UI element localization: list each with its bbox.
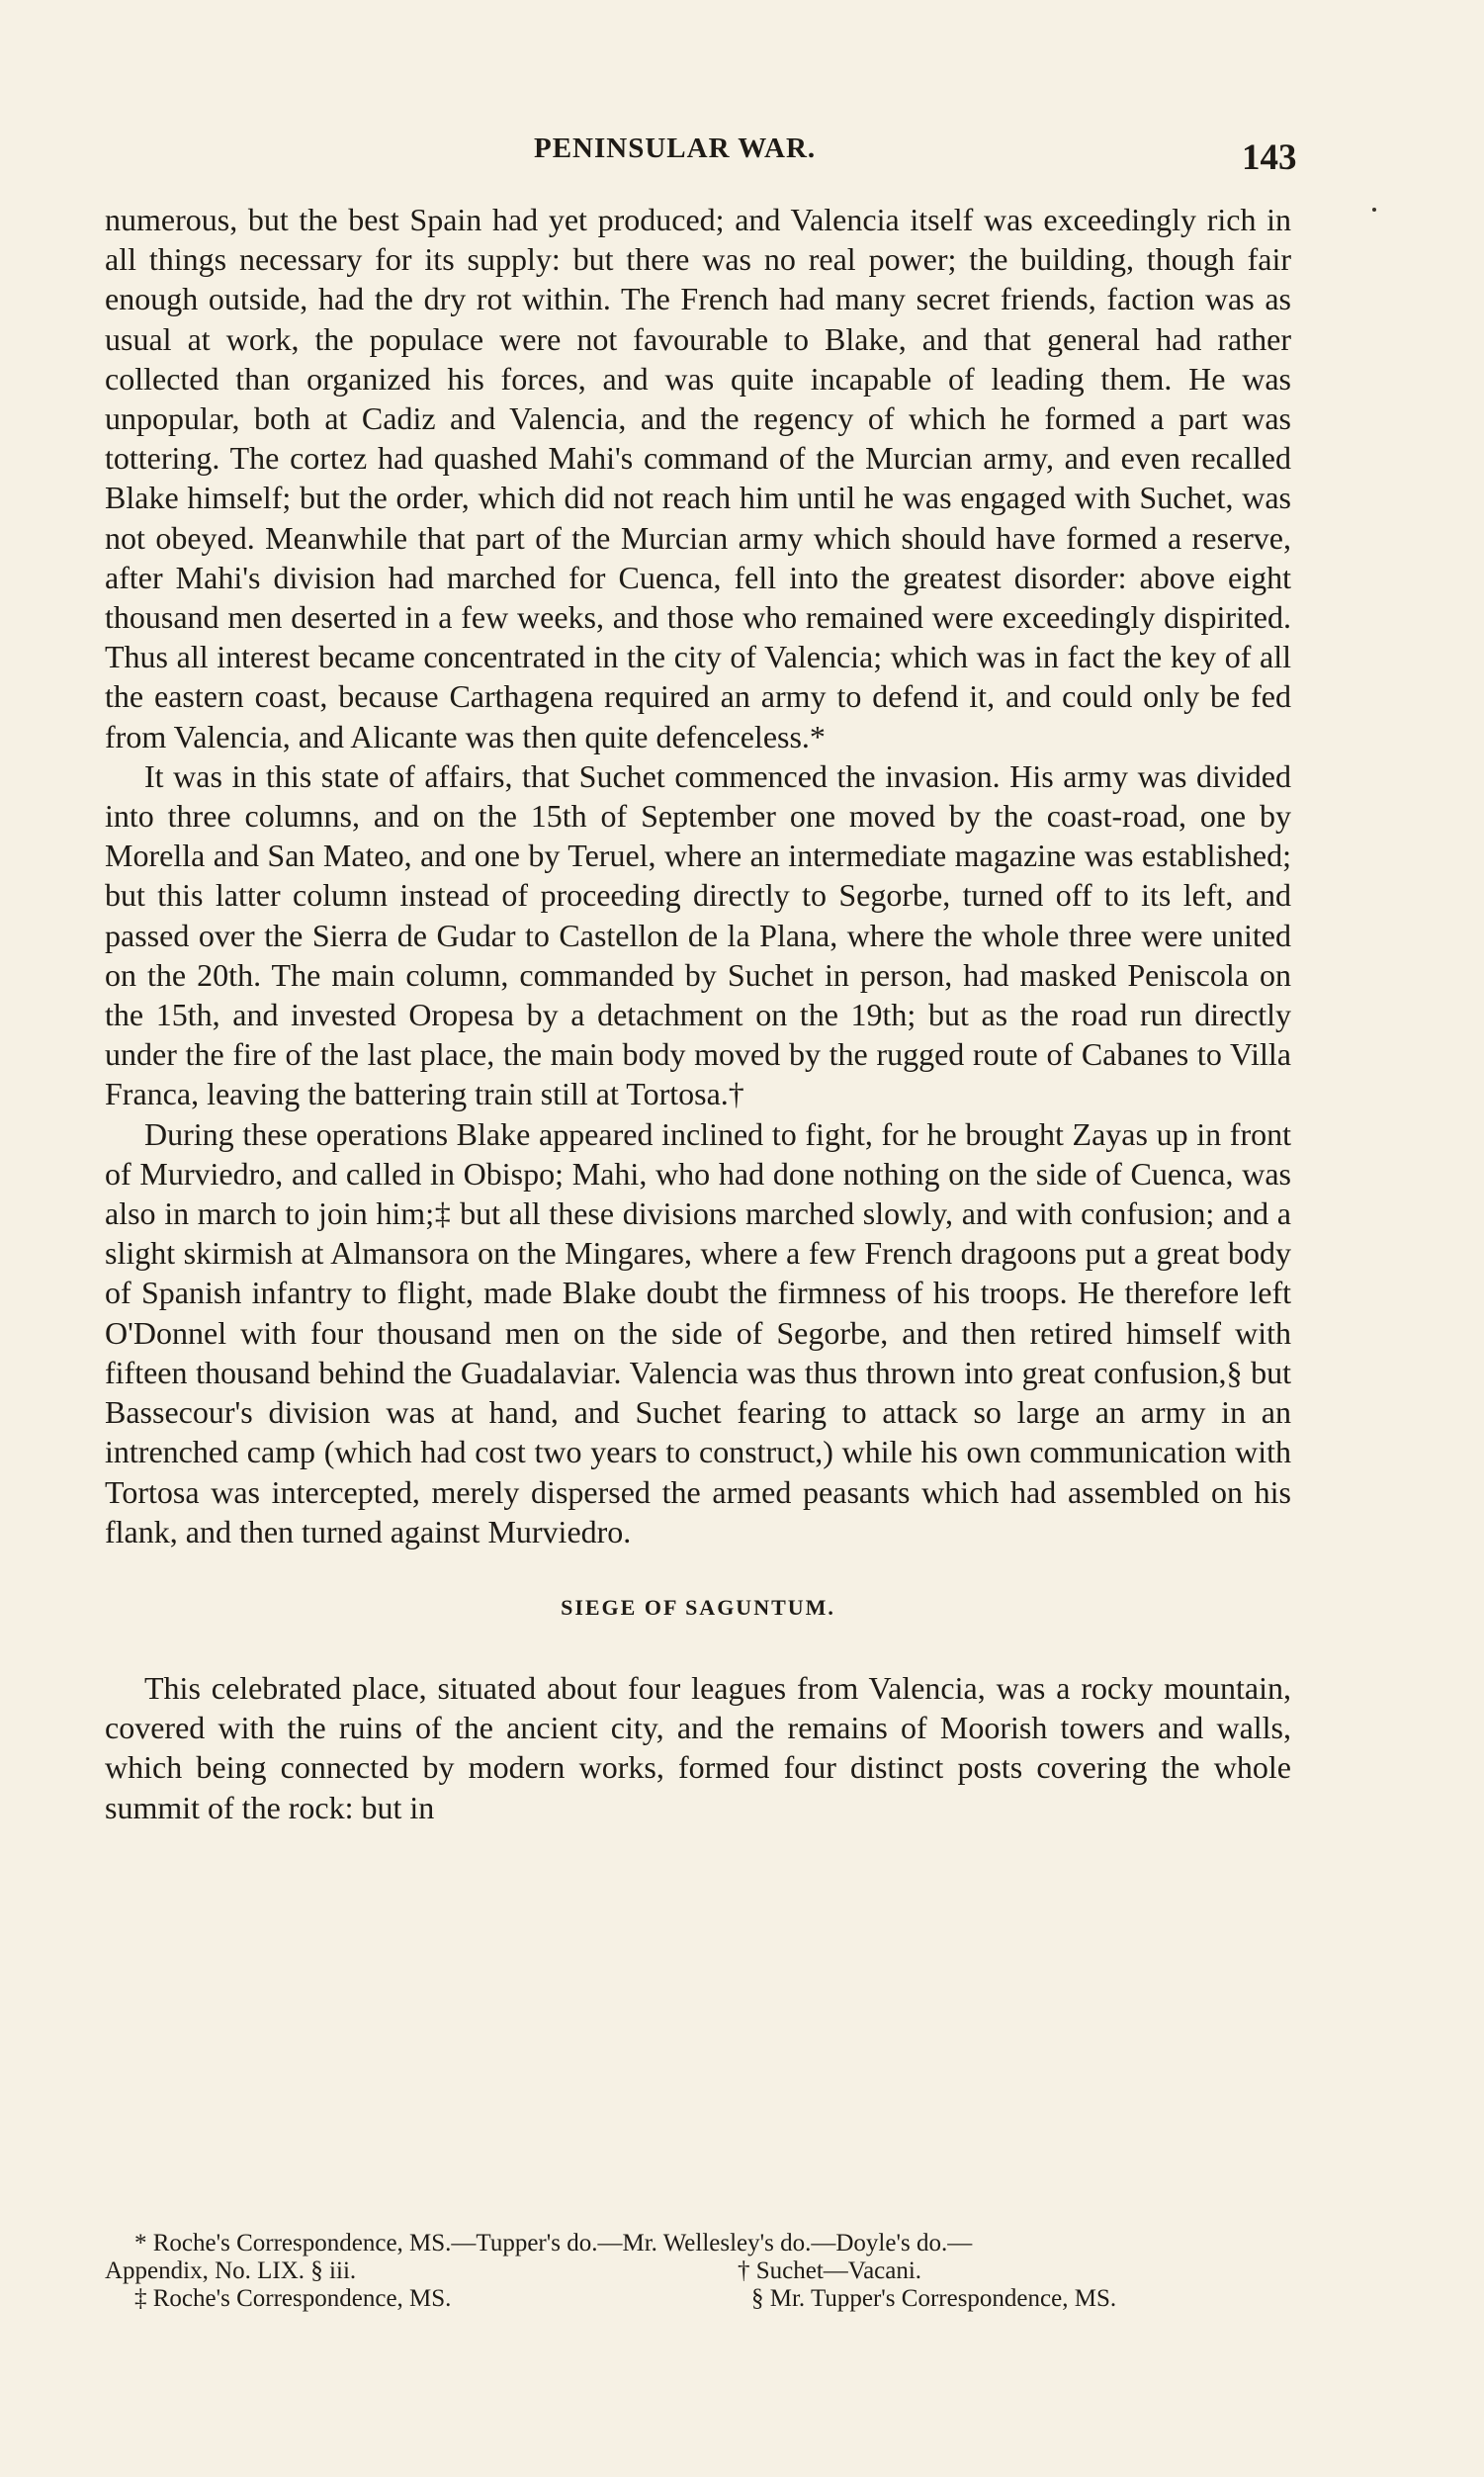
section-heading: SIEGE OF SAGUNTUM. — [561, 1594, 835, 1620]
page-number: 143 — [1242, 137, 1297, 178]
paragraph-saguntum: This celebrated place, situated about four leagues from Valencia, was a rocky mountain, covered with the ruins of the ancient city, and the remains of Moorish towers and walls, which being connected by modern works, formed four distinct posts covering the whole summit of the rock: but in — [105, 1669, 1291, 1825]
footnote-line: § Mr. Tupper's Correspondence, MS. — [751, 2285, 1117, 2312]
footnote-line: * Roche's Correspondence, MS.—Tupper's do.—Mr. Wellesley's do.—Doyle's do.— — [134, 2230, 973, 2256]
footnote-line: Appendix, No. LIX. § iii. — [105, 2257, 357, 2284]
main-text — [105, 200, 1291, 1827]
running-title: PENINSULAR WAR. — [534, 133, 817, 164]
footnote-line: † Suchet—Vacani. — [738, 2257, 922, 2284]
paragraph-operations: During these operations Blake appeared inclined to fight, for he brought Zayas up in front of Murviedro, and called in Obispo; Mahi, who had done nothing on the side of Cuenca, was also in march to join him;‡ but all these divisions marched slowly, and with confusion; and a slight skirmish at Almansora on the Mingares, where a few French dragoons put a great body of Spanish infantry to flight, made Blake doubt the firmness of his troops. He therefore left O'Donnel with four thousand men on the side of Segorbe, and then retired himself with fifteen thousand behind the Guadalaviar. Valencia was thus thrown into great confusion,§ but Bassecour's division was at hand, and Suchet fearing to attack so large an army in an intrenched camp (which had cost two years to construct,) while his own communication with Tortosa was intercepted, merely dispersed the armed peasants which had assembled on his flank, and then turned against Murviedro. — [105, 1115, 1291, 1549]
page-header — [0, 125, 1484, 178]
paragraph-continued: numerous, but the best Spain had yet produced; and Valencia itself was exceedingly rich in all things necessary for its supply: but there was no real power; the building, though fair enough outside, had the dry rot within. The French had many secret friends, faction was as usual at work, the populace were not favourable to Blake, and that general had rather collected than organized his forces, and was quite incapable of leading them. He was unpopular, both at Cadiz and Valencia, and the regency of which he formed a part was tottering. The cortez had quashed Mahi's command of the Murcian army, and even recalled Blake himself; but the order, which did not reach him until he was engaged with Suchet, was not obeyed. Meanwhile that part of the Murcian army which should have formed a reserve, after Mahi's division had marched for Cuenca, fell into the greatest disorder: above eight thousand men deserted in a few weeks, and those who remained were exceedingly dispirited. Thus all interest became concentrated in the city of Valencia; which was in fact the key of all the eastern coast, because Carthagena required an army to defend it, and could only be fed from Valencia, and Alicante was then quite defenceless.* — [105, 202, 1291, 754]
footnote-row — [105, 2285, 1291, 2313]
paragraph-invasion: It was in this state of affairs, that Suchet commenced the invasion. His army was divided into three columns, and on the 15th of September one moved by the coast-road, one by Morella and San Mateo, and one by Teruel, where an intermediate magazine was established; but this latter column instead of proceeding directly to Segorbe, turned off to its left, and passed over the Sierra de Gudar to Castellon de la Plana, where the whole three were united on the 20th. The main column, commanded by Suchet in person, had masked Peniscola on the 15th, and invested Oropesa by a detachment on the 19th; but as the road run directly under the fire of the last place, the main body moved by the rugged route of Cabanes to Villa Franca, leaving the battering train still at Tortosa.† — [105, 757, 1291, 1112]
footnotes — [105, 2230, 1291, 2313]
footnote-row — [105, 2257, 1291, 2285]
stray-mark — [1372, 208, 1376, 212]
footnote-line: ‡ Roche's Correspondence, MS. — [134, 2285, 452, 2312]
